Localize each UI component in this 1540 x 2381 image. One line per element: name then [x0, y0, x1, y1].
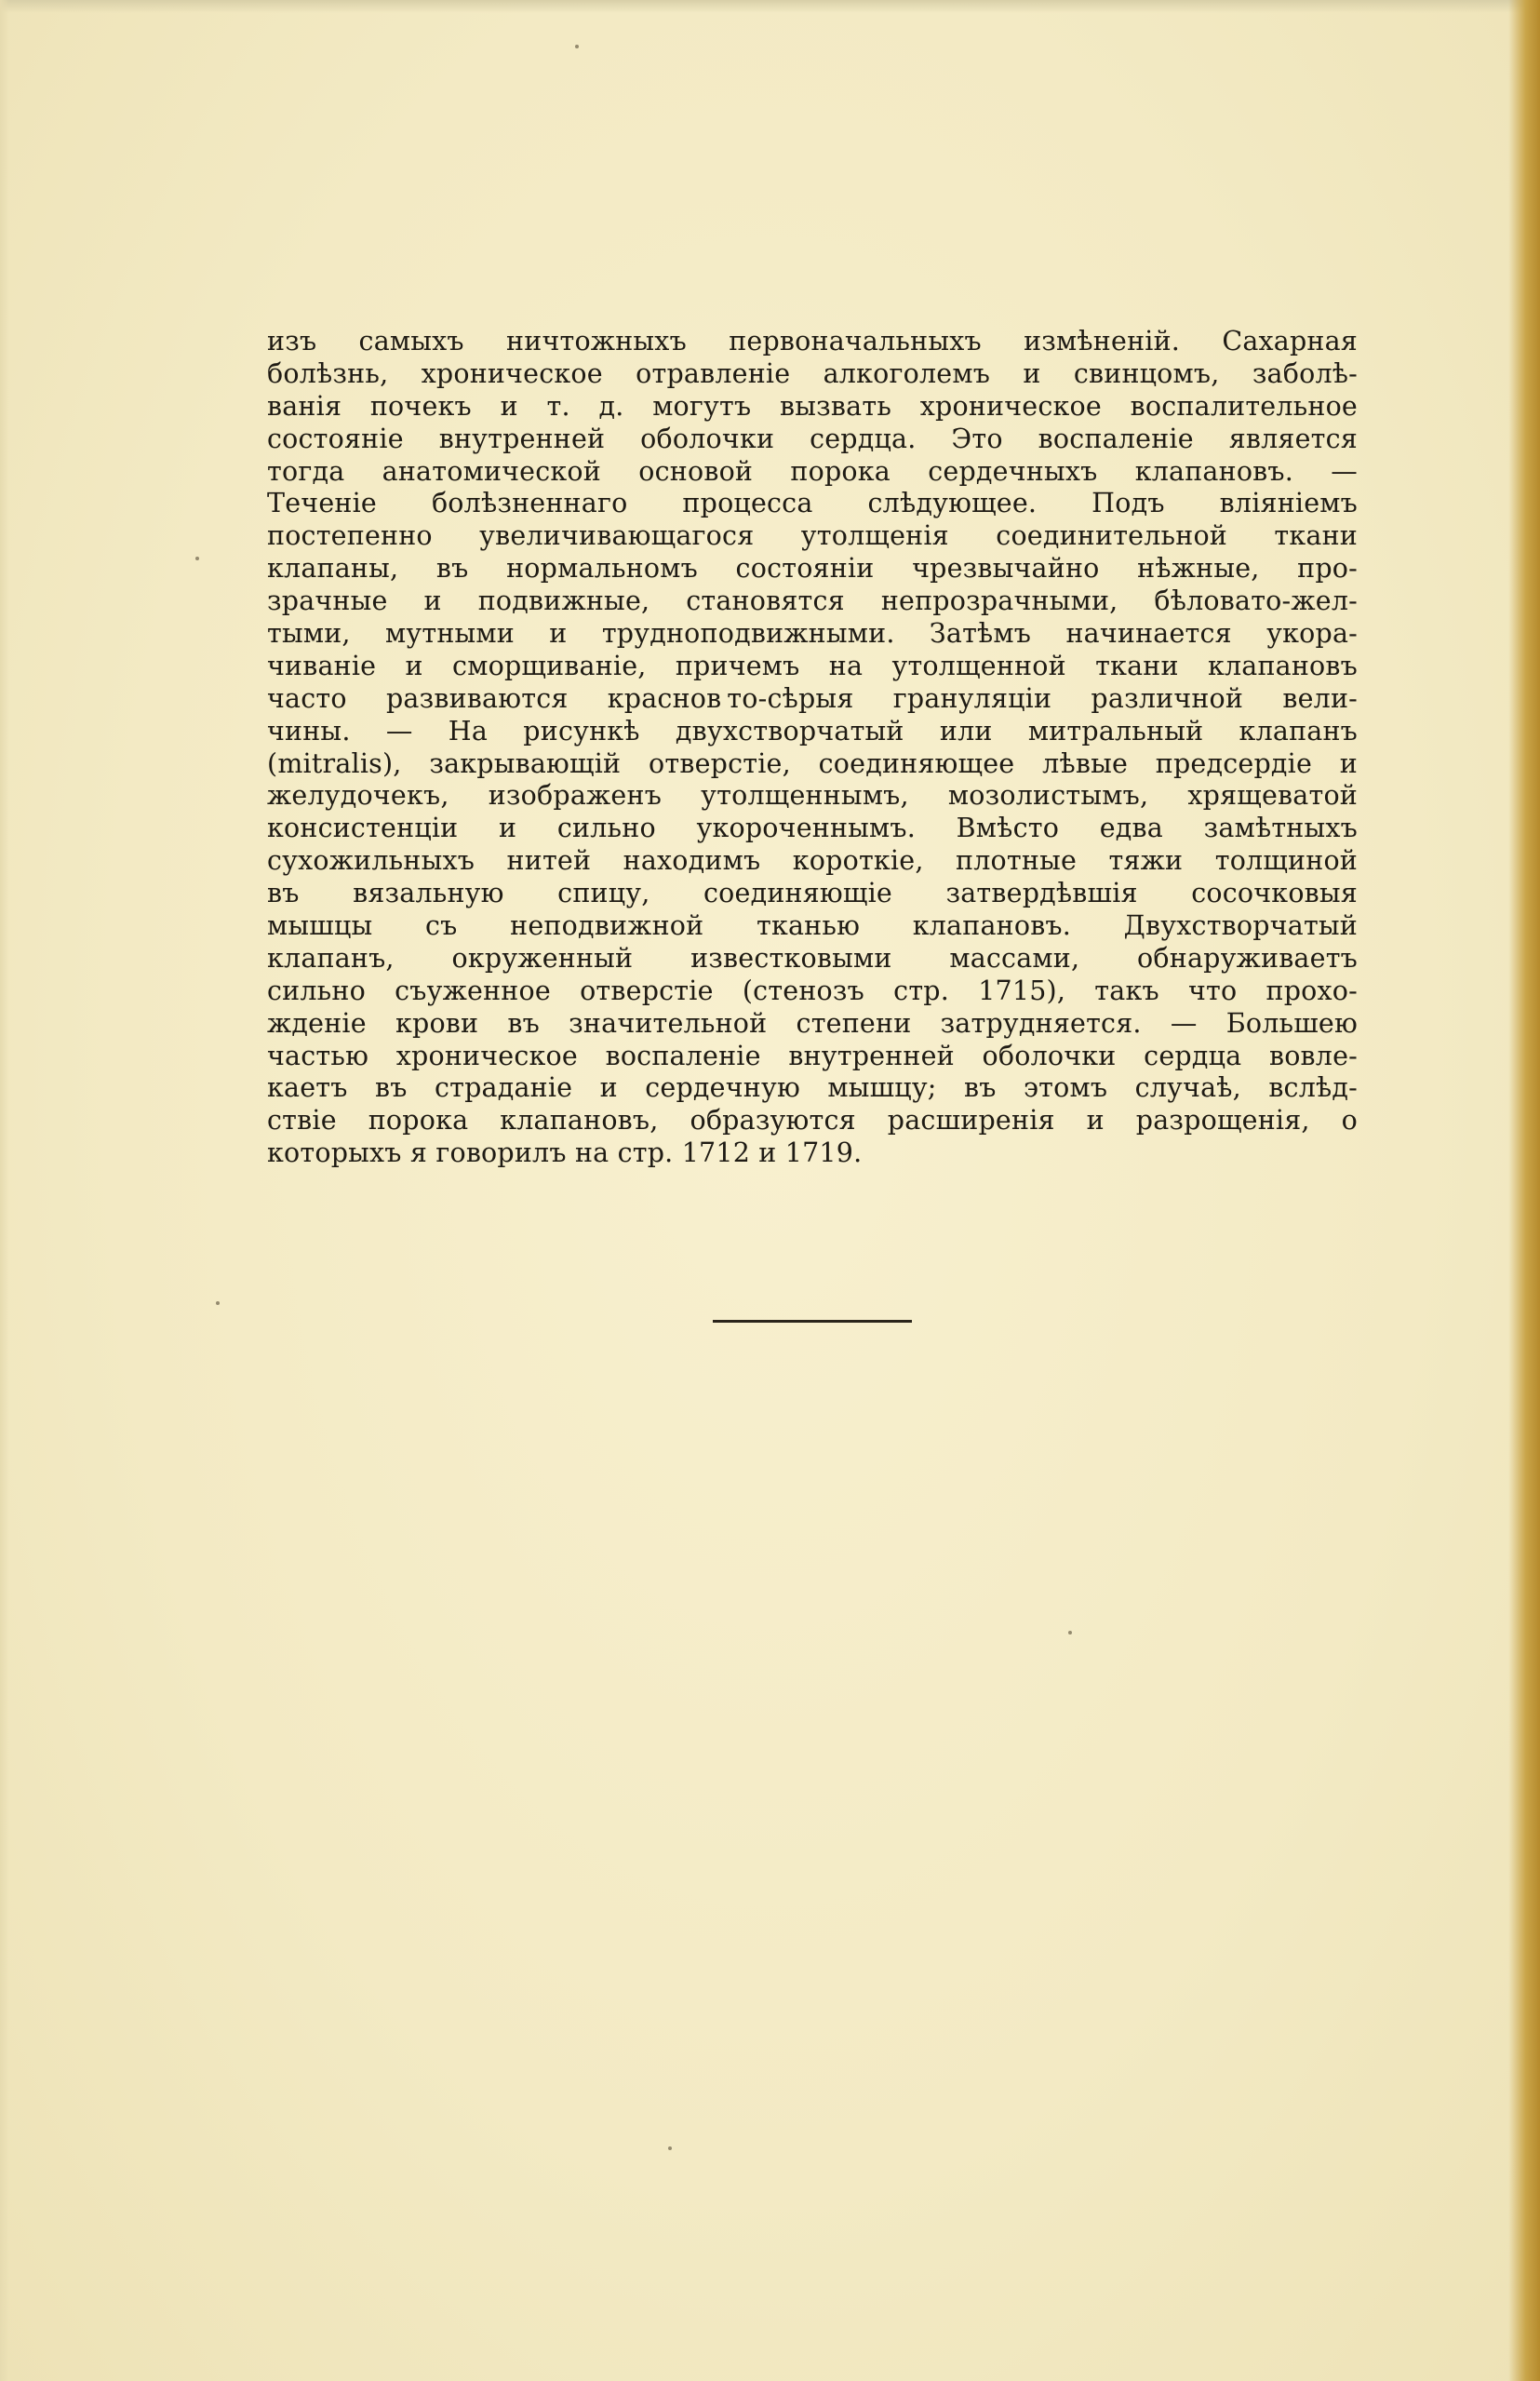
page-left-shadow [0, 0, 9, 2381]
text-line: ванія почекъ и т. д. могутъ вызвать хроническое воспалительное [267, 390, 1358, 422]
text-line: тогда анатомической основой порока сердечныхъ клапановъ. — [267, 455, 1358, 487]
text-line: сухожильныхъ нитей находимъ короткіе, плотные тяжи толщиной [267, 845, 1358, 877]
text-line: въ вязальную спицу, соединяющіе затвердѣвшія сосочковыя [267, 878, 1358, 909]
text-line: чины. — На рисункѣ двухстворчатый или митральный клапанъ [267, 715, 1358, 747]
text-line: мышцы съ неподвижной тканью клапановъ. Двухстворчатый [267, 910, 1358, 942]
paper-speck [575, 45, 579, 48]
text-line: сильно съуженное отверстіе (стенозъ стр. 1715), такъ что прохо- [267, 975, 1358, 1006]
body-text [267, 326, 1358, 1170]
paper-speck [195, 557, 199, 560]
text-line: клапанъ, окруженный известковыми массами, обнаруживаетъ [267, 942, 1358, 974]
text-line: клапаны, въ нормальномъ состояніи чрезвычайно нѣжные, про- [267, 553, 1358, 585]
paper-speck [216, 1301, 220, 1305]
paper-speck [1068, 1631, 1072, 1634]
page-right-edge [1508, 0, 1540, 2381]
text-line: состояніе внутренней оболочки сердца. Это воспаленіе является [267, 423, 1358, 454]
page-top-shadow [0, 0, 1540, 13]
text-line: Теченіе болѣзненнаго процесса слѣдующее. Подъ вліяніемъ [267, 488, 1358, 519]
text-line: которыхъ я говорилъ на стр. 1712 и 1719. [267, 1137, 863, 1169]
section-divider-rule [713, 1320, 912, 1323]
text-line: часто развиваются краснов то-сѣрыя грануляціи различной вели- [267, 682, 1358, 714]
text-line: частью хроническое воспаленіе внутренней оболочки сердца вовле- [267, 1040, 1358, 1071]
text-line: (mitralis), закрывающій отверстіе, соединяющее лѣвые предсердіе и [267, 747, 1358, 779]
text-line: жденіе крови въ значительной степени затрудняется. — Большею [267, 1007, 1358, 1039]
text-line: желудочекъ, изображенъ утолщеннымъ, мозолистымъ, хрящеватой [267, 780, 1358, 812]
text-line: болѣзнь, хроническое отравленіе алкоголемъ и свинцомъ, заболѣ- [267, 357, 1358, 389]
text-line: зрачные и подвижные, становятся непрозрачными, бѣловато-жел- [267, 585, 1358, 617]
text-line: каетъ въ страданіе и сердечную мышцу; въ этомъ случаѣ, вслѣд- [267, 1072, 1358, 1104]
text-line: тыми, мутными и трудноподвижными. Затѣмъ начинается укора- [267, 618, 1358, 650]
text-line: постепенно увеличивающагося утолщенія соединительной ткани [267, 520, 1358, 552]
text-line: ствіе порока клапановъ, образуются расширенія и разрощенія, о [267, 1105, 1358, 1137]
text-line: чиваніе и сморщиваніе, причемъ на утолщенной ткани клапановъ [267, 650, 1358, 681]
paper-speck [668, 2146, 672, 2150]
text-line: консистенціи и сильно укороченнымъ. Вмѣсто едва замѣтныхъ [267, 813, 1358, 844]
text-line: изъ самыхъ ничтожныхъ первоначальныхъ измѣненій. Сахарная [267, 326, 1358, 356]
